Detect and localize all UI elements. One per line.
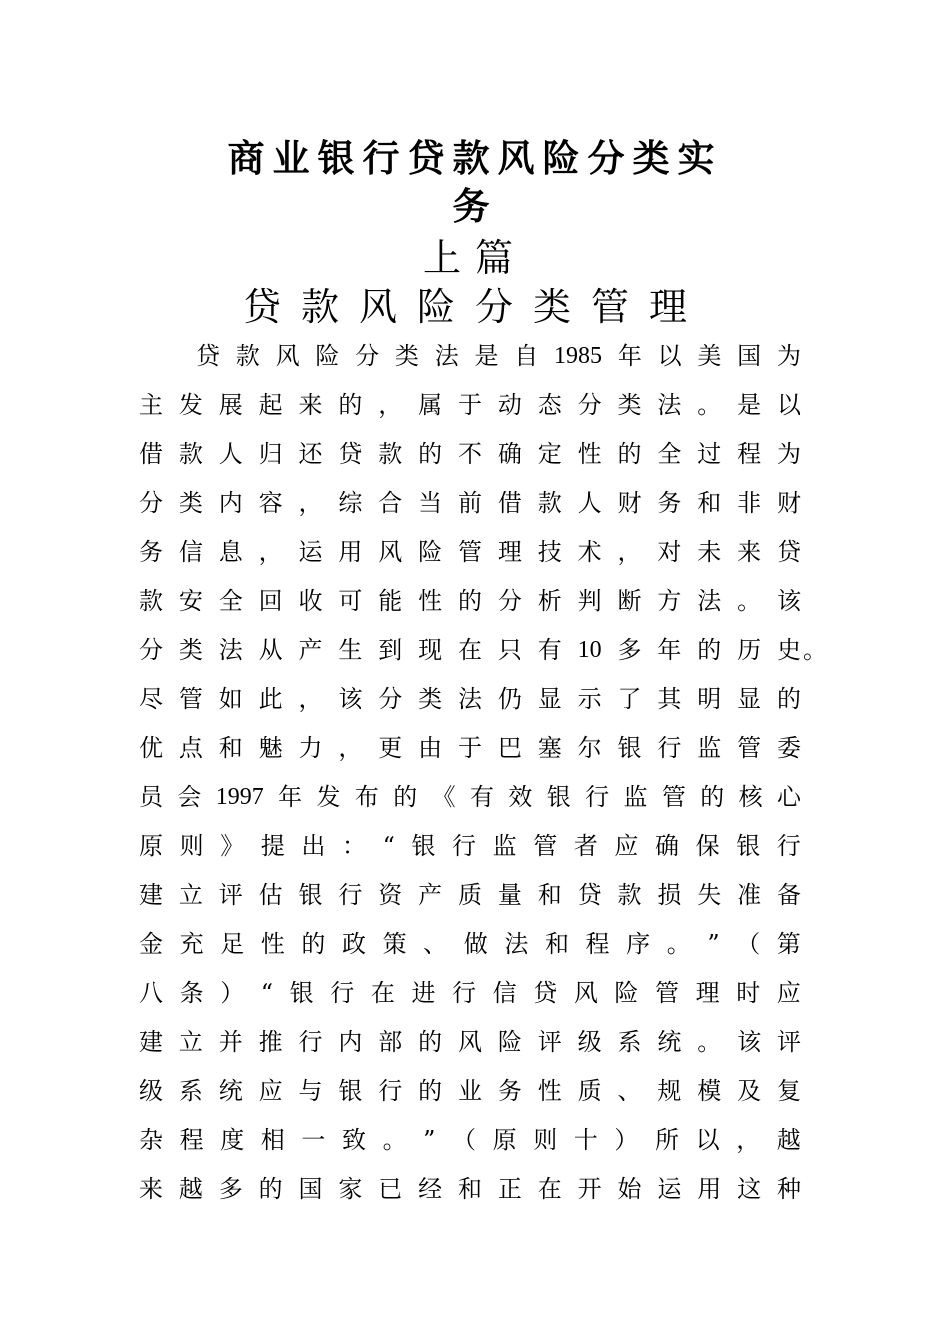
section-heading: 贷款风险分类管理 bbox=[242, 285, 707, 329]
body-line: 原 则 》 提 出 ： “ 银 行 监 管 者 应 确 保 银 行 bbox=[139, 832, 801, 860]
body-line: 八 条 ） “ 银 行 在 进 行 信 贷 风 险 管 理 时 应 bbox=[139, 979, 801, 1007]
body-line: 员 会 1997 年 发 布 的 《 有 效 银 行 监 管 的 核 心 bbox=[139, 783, 801, 811]
body-line: 分 类 内 容 ， 综 合 当 前 借 款 人 财 务 和 非 财 bbox=[139, 489, 801, 517]
body-paragraph bbox=[139, 332, 827, 1214]
body-line: 级 系 统 应 与 银 行 的 业 务 性 质 、 规 模 及 复 bbox=[139, 1077, 801, 1105]
body-line: 分 类 法 从 产 生 到 现 在 只 有 10 多 年 的 历 史 。 bbox=[139, 636, 827, 664]
body-line: 来 越 多 的 国 家 已 经 和 正 在 开 始 运 用 这 种 bbox=[139, 1175, 801, 1203]
document-title-line-1: 商业银行贷款风险分类实 bbox=[227, 137, 723, 180]
body-line: 款 安 全 回 收 可 能 性 的 分 析 判 断 方 法 。 该 bbox=[139, 587, 801, 615]
body-line: 主 发 展 起 来 的 ， 属 于 动 态 分 类 法 。 是 以 bbox=[139, 391, 801, 419]
body-line: 建 立 评 估 银 行 资 产 质 量 和 贷 款 损 失 准 备 bbox=[139, 881, 801, 909]
part-heading: 上篇 bbox=[422, 236, 527, 280]
body-line: 务 信 息 ， 运 用 风 险 管 理 技 术 ， 对 未 来 贷 bbox=[139, 538, 801, 566]
body-line: 借 款 人 归 还 贷 款 的 不 确 定 性 的 全 过 程 为 bbox=[139, 440, 801, 468]
body-line: 尽 管 如 此 ， 该 分 类 法 仍 显 示 了 其 明 显 的 bbox=[139, 685, 801, 713]
body-line: 金 充 足 性 的 政 策 、 做 法 和 程 序 。 ” （ 第 bbox=[139, 930, 801, 958]
body-line: 杂 程 度 相 一 致 。 ” （ 原 则 十 ） 所 以 ， 越 bbox=[139, 1126, 801, 1154]
body-line: 优 点 和 魅 力 ， 更 由 于 巴 塞 尔 银 行 监 管 委 bbox=[139, 734, 801, 762]
document-title-line-2: 务 bbox=[452, 185, 498, 228]
body-line: 贷 款 风 险 分 类 法 是 自 1985 年 以 美 国 为 bbox=[196, 342, 801, 370]
body-line: 建 立 并 推 行 内 部 的 风 险 评 级 系 统 。 该 评 bbox=[139, 1028, 801, 1056]
